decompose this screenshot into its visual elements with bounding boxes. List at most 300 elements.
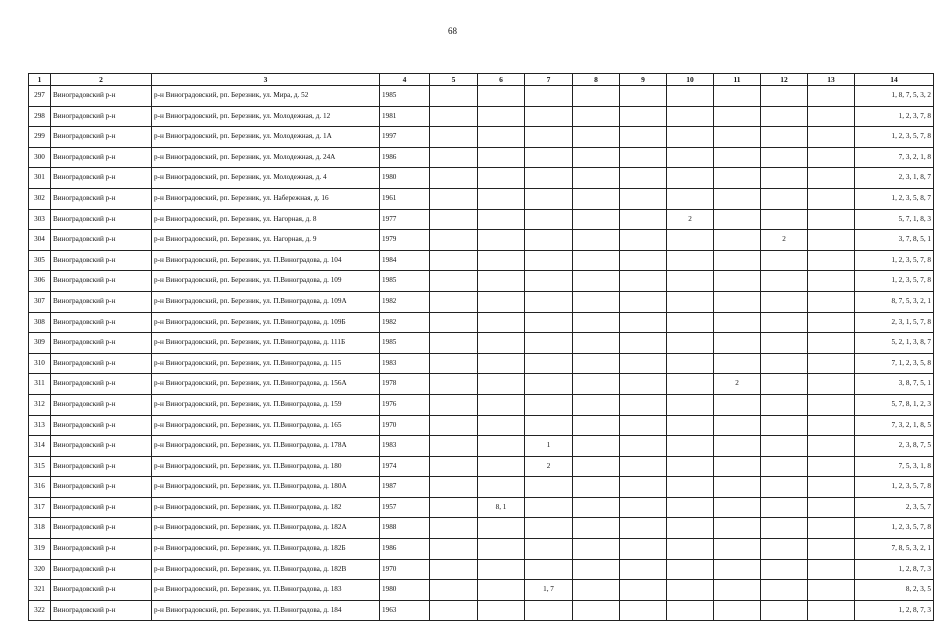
year-cell: 1984 <box>380 250 430 271</box>
col11-cell <box>714 291 761 312</box>
col10-cell <box>667 456 714 477</box>
address-cell: р-н Виноградовский, рп. Березник, ул. П.Виноградова, д. 156А <box>152 374 380 395</box>
col5-cell <box>430 497 478 518</box>
table-row <box>29 209 934 230</box>
col11-cell <box>714 271 761 292</box>
col14-cell: 5, 2, 1, 3, 8, 7 <box>855 333 934 354</box>
col13-cell <box>808 291 855 312</box>
district-cell: Виноградовский р-н <box>51 497 152 518</box>
col7-cell <box>525 353 573 374</box>
col6-cell <box>478 374 525 395</box>
col6-cell <box>478 539 525 560</box>
row-number-cell: 301 <box>29 168 51 189</box>
col13-cell <box>808 518 855 539</box>
col14-cell: 2, 3, 1, 8, 7 <box>855 168 934 189</box>
district-cell: Виноградовский р-н <box>51 106 152 127</box>
col10-cell <box>667 559 714 580</box>
year-cell: 1957 <box>380 497 430 518</box>
col6-cell <box>478 415 525 436</box>
col9-cell <box>620 456 667 477</box>
address-cell: р-н Виноградовский, рп. Березник, ул. П.Виноградова, д. 111Б <box>152 333 380 354</box>
row-number-cell: 312 <box>29 394 51 415</box>
col7-cell <box>525 250 573 271</box>
col12-cell <box>761 436 808 457</box>
col8-cell <box>573 271 620 292</box>
row-number-cell: 311 <box>29 374 51 395</box>
col14-cell: 3, 7, 8, 5, 1 <box>855 230 934 251</box>
col8-cell <box>573 559 620 580</box>
col8-cell <box>573 353 620 374</box>
address-cell: р-н Виноградовский, рп. Березник, ул. П.Виноградова, д. 115 <box>152 353 380 374</box>
col6-cell <box>478 188 525 209</box>
col5-cell <box>430 147 478 168</box>
row-number-cell: 319 <box>29 539 51 560</box>
col10-cell <box>667 353 714 374</box>
row-number-cell: 298 <box>29 106 51 127</box>
col13-cell <box>808 436 855 457</box>
col9-cell <box>620 559 667 580</box>
col6-cell <box>478 333 525 354</box>
col9-cell <box>620 477 667 498</box>
col14-cell: 1, 8, 7, 5, 3, 2 <box>855 86 934 107</box>
col9-cell <box>620 271 667 292</box>
col12-cell <box>761 477 808 498</box>
col8-cell <box>573 312 620 333</box>
col14-cell: 2, 3, 5, 7 <box>855 497 934 518</box>
year-cell: 1970 <box>380 415 430 436</box>
col14-cell: 5, 7, 8, 1, 2, 3 <box>855 394 934 415</box>
year-cell: 1963 <box>380 600 430 621</box>
col14-cell: 2, 3, 1, 5, 7, 8 <box>855 312 934 333</box>
district-cell: Виноградовский р-н <box>51 230 152 251</box>
col8-cell <box>573 106 620 127</box>
col7-cell <box>525 291 573 312</box>
col5-cell <box>430 415 478 436</box>
col5-cell <box>430 188 478 209</box>
col10-cell <box>667 86 714 107</box>
col10-cell: 2 <box>667 209 714 230</box>
col13-cell <box>808 86 855 107</box>
column-header: 12 <box>761 74 808 86</box>
col11-cell <box>714 353 761 374</box>
row-number-cell: 308 <box>29 312 51 333</box>
col6-cell <box>478 127 525 148</box>
address-cell: р-н Виноградовский, рп. Березник, ул. П.Виноградова, д. 109 <box>152 271 380 292</box>
col7-cell: 1 <box>525 436 573 457</box>
address-cell: р-н Виноградовский, рп. Березник, ул. Нагорная, д. 9 <box>152 230 380 251</box>
col7-cell <box>525 230 573 251</box>
col8-cell <box>573 188 620 209</box>
table-row <box>29 436 934 457</box>
col5-cell <box>430 291 478 312</box>
col13-cell <box>808 209 855 230</box>
address-cell: р-н Виноградовский, рп. Березник, ул. П.Виноградова, д. 159 <box>152 394 380 415</box>
col12-cell <box>761 127 808 148</box>
column-header: 9 <box>620 74 667 86</box>
col6-cell <box>478 86 525 107</box>
col12-cell: 2 <box>761 230 808 251</box>
col7-cell <box>525 127 573 148</box>
address-cell: р-н Виноградовский, рп. Березник, ул. П.Виноградова, д. 165 <box>152 415 380 436</box>
col13-cell <box>808 497 855 518</box>
col8-cell <box>573 477 620 498</box>
col9-cell <box>620 230 667 251</box>
year-cell: 1976 <box>380 394 430 415</box>
column-header: 6 <box>478 74 525 86</box>
col13-cell <box>808 106 855 127</box>
col12-cell <box>761 600 808 621</box>
district-cell: Виноградовский р-н <box>51 86 152 107</box>
column-header: 1 <box>29 74 51 86</box>
col9-cell <box>620 127 667 148</box>
col12-cell <box>761 415 808 436</box>
col6-cell <box>478 106 525 127</box>
table-row <box>29 415 934 436</box>
col14-cell: 8, 7, 5, 3, 2, 1 <box>855 291 934 312</box>
district-cell: Виноградовский р-н <box>51 580 152 601</box>
col9-cell <box>620 147 667 168</box>
col8-cell <box>573 497 620 518</box>
col13-cell <box>808 374 855 395</box>
col14-cell: 1, 2, 3, 5, 7, 8 <box>855 127 934 148</box>
address-cell: р-н Виноградовский, рп. Березник, ул. П.Виноградова, д. 182А <box>152 518 380 539</box>
col10-cell <box>667 250 714 271</box>
col12-cell <box>761 394 808 415</box>
col7-cell: 2 <box>525 456 573 477</box>
table-row <box>29 86 934 107</box>
col10-cell <box>667 415 714 436</box>
col6-cell <box>478 477 525 498</box>
col14-cell: 8, 2, 3, 5 <box>855 580 934 601</box>
row-number-cell: 306 <box>29 271 51 292</box>
col5-cell <box>430 106 478 127</box>
col11-cell <box>714 456 761 477</box>
col12-cell <box>761 312 808 333</box>
col11-cell <box>714 147 761 168</box>
table-row <box>29 580 934 601</box>
row-number-cell: 310 <box>29 353 51 374</box>
col7-cell <box>525 86 573 107</box>
col11-cell <box>714 394 761 415</box>
col6-cell: 8, 1 <box>478 497 525 518</box>
col6-cell <box>478 147 525 168</box>
year-cell: 1988 <box>380 518 430 539</box>
table-row <box>29 127 934 148</box>
col6-cell <box>478 168 525 189</box>
col9-cell <box>620 497 667 518</box>
table-row <box>29 374 934 395</box>
address-cell: р-н Виноградовский, рп. Березник, ул. П.Виноградова, д. 178А <box>152 436 380 457</box>
col8-cell <box>573 600 620 621</box>
col10-cell <box>667 106 714 127</box>
table-row <box>29 477 934 498</box>
table-row <box>29 271 934 292</box>
col5-cell <box>430 374 478 395</box>
row-number-cell: 303 <box>29 209 51 230</box>
col10-cell <box>667 394 714 415</box>
col8-cell <box>573 394 620 415</box>
col7-cell <box>525 374 573 395</box>
register-table <box>28 73 934 621</box>
col11-cell <box>714 230 761 251</box>
col13-cell <box>808 147 855 168</box>
col8-cell <box>573 250 620 271</box>
col8-cell <box>573 333 620 354</box>
col14-cell: 1, 2, 3, 7, 8 <box>855 106 934 127</box>
row-number-cell: 304 <box>29 230 51 251</box>
year-cell: 1970 <box>380 559 430 580</box>
column-header: 3 <box>152 74 380 86</box>
col11-cell <box>714 127 761 148</box>
col14-cell: 7, 1, 2, 3, 5, 8 <box>855 353 934 374</box>
district-cell: Виноградовский р-н <box>51 250 152 271</box>
year-cell: 1981 <box>380 106 430 127</box>
col11-cell: 2 <box>714 374 761 395</box>
col5-cell <box>430 456 478 477</box>
year-cell: 1982 <box>380 312 430 333</box>
col10-cell <box>667 188 714 209</box>
col7-cell <box>525 209 573 230</box>
col8-cell <box>573 127 620 148</box>
col14-cell: 5, 7, 1, 8, 3 <box>855 209 934 230</box>
col7-cell <box>525 477 573 498</box>
col10-cell <box>667 539 714 560</box>
year-cell: 1986 <box>380 147 430 168</box>
col7-cell <box>525 168 573 189</box>
row-number-cell: 297 <box>29 86 51 107</box>
col12-cell <box>761 518 808 539</box>
col11-cell <box>714 415 761 436</box>
year-cell: 1982 <box>380 291 430 312</box>
address-cell: р-н Виноградовский, рп. Березник, ул. П.Виноградова, д. 182 <box>152 497 380 518</box>
col6-cell <box>478 559 525 580</box>
col13-cell <box>808 600 855 621</box>
col9-cell <box>620 312 667 333</box>
col8-cell <box>573 168 620 189</box>
col7-cell <box>525 312 573 333</box>
col6-cell <box>478 250 525 271</box>
col10-cell <box>667 168 714 189</box>
district-cell: Виноградовский р-н <box>51 394 152 415</box>
col11-cell <box>714 168 761 189</box>
table-row <box>29 456 934 477</box>
col14-cell: 1, 2, 3, 5, 8, 7 <box>855 188 934 209</box>
col14-cell: 1, 2, 8, 7, 3 <box>855 559 934 580</box>
year-cell: 1961 <box>380 188 430 209</box>
col9-cell <box>620 86 667 107</box>
col10-cell <box>667 312 714 333</box>
col13-cell <box>808 394 855 415</box>
col11-cell <box>714 333 761 354</box>
col12-cell <box>761 333 808 354</box>
year-cell: 1979 <box>380 230 430 251</box>
district-cell: Виноградовский р-н <box>51 209 152 230</box>
col14-cell: 7, 8, 5, 3, 2, 1 <box>855 539 934 560</box>
col13-cell <box>808 312 855 333</box>
year-cell: 1997 <box>380 127 430 148</box>
address-cell: р-н Виноградовский, рп. Березник, ул. П.Виноградова, д. 183 <box>152 580 380 601</box>
column-header: 14 <box>855 74 934 86</box>
col7-cell <box>525 600 573 621</box>
table-row <box>29 497 934 518</box>
col12-cell <box>761 497 808 518</box>
address-cell: р-н Виноградовский, рп. Березник, ул. Молодежная, д. 1А <box>152 127 380 148</box>
column-header: 11 <box>714 74 761 86</box>
table-row <box>29 539 934 560</box>
col5-cell <box>430 559 478 580</box>
district-cell: Виноградовский р-н <box>51 374 152 395</box>
col6-cell <box>478 456 525 477</box>
table-row <box>29 353 934 374</box>
address-cell: р-н Виноградовский, рп. Березник, ул. П.Виноградова, д. 182Б <box>152 539 380 560</box>
column-header: 8 <box>573 74 620 86</box>
district-cell: Виноградовский р-н <box>51 127 152 148</box>
col13-cell <box>808 415 855 436</box>
col11-cell <box>714 188 761 209</box>
column-header: 2 <box>51 74 152 86</box>
col10-cell <box>667 230 714 251</box>
address-cell: р-н Виноградовский, рп. Березник, ул. Мира, д. 52 <box>152 86 380 107</box>
col6-cell <box>478 518 525 539</box>
address-cell: р-н Виноградовский, рп. Березник, ул. П.Виноградова, д. 180А <box>152 477 380 498</box>
col14-cell: 1, 2, 8, 7, 3 <box>855 600 934 621</box>
col13-cell <box>808 559 855 580</box>
col6-cell <box>478 580 525 601</box>
col12-cell <box>761 106 808 127</box>
table-row <box>29 394 934 415</box>
col13-cell <box>808 188 855 209</box>
col8-cell <box>573 291 620 312</box>
row-number-cell: 320 <box>29 559 51 580</box>
col12-cell <box>761 291 808 312</box>
col10-cell <box>667 497 714 518</box>
col5-cell <box>430 168 478 189</box>
col14-cell: 1, 2, 3, 5, 7, 8 <box>855 477 934 498</box>
col10-cell <box>667 580 714 601</box>
col5-cell <box>430 539 478 560</box>
row-number-cell: 309 <box>29 333 51 354</box>
col12-cell <box>761 86 808 107</box>
col5-cell <box>430 86 478 107</box>
col9-cell <box>620 353 667 374</box>
col6-cell <box>478 394 525 415</box>
col9-cell <box>620 374 667 395</box>
col8-cell <box>573 456 620 477</box>
row-number-cell: 313 <box>29 415 51 436</box>
col7-cell <box>525 106 573 127</box>
col10-cell <box>667 436 714 457</box>
district-cell: Виноградовский р-н <box>51 600 152 621</box>
district-cell: Виноградовский р-н <box>51 188 152 209</box>
col14-cell: 3, 8, 7, 5, 1 <box>855 374 934 395</box>
row-number-cell: 316 <box>29 477 51 498</box>
col11-cell <box>714 559 761 580</box>
row-number-cell: 321 <box>29 580 51 601</box>
col8-cell <box>573 147 620 168</box>
table-row <box>29 333 934 354</box>
col14-cell: 1, 2, 3, 5, 7, 8 <box>855 250 934 271</box>
col12-cell <box>761 250 808 271</box>
col13-cell <box>808 271 855 292</box>
district-cell: Виноградовский р-н <box>51 477 152 498</box>
col9-cell <box>620 106 667 127</box>
address-cell: р-н Виноградовский, рп. Березник, ул. Молодежная, д. 4 <box>152 168 380 189</box>
page-number: 68 <box>448 26 457 36</box>
col9-cell <box>620 415 667 436</box>
table-row <box>29 168 934 189</box>
col13-cell <box>808 168 855 189</box>
col8-cell <box>573 539 620 560</box>
col10-cell <box>667 127 714 148</box>
col6-cell <box>478 209 525 230</box>
col5-cell <box>430 580 478 601</box>
year-cell: 1974 <box>380 456 430 477</box>
year-cell: 1987 <box>380 477 430 498</box>
column-header: 13 <box>808 74 855 86</box>
col7-cell: 1, 7 <box>525 580 573 601</box>
col5-cell <box>430 127 478 148</box>
col13-cell <box>808 580 855 601</box>
col12-cell <box>761 147 808 168</box>
col9-cell <box>620 209 667 230</box>
col10-cell <box>667 518 714 539</box>
col7-cell <box>525 539 573 560</box>
col13-cell <box>808 456 855 477</box>
col7-cell <box>525 415 573 436</box>
col11-cell <box>714 580 761 601</box>
address-cell: р-н Виноградовский, рп. Березник, ул. Молодежная, д. 12 <box>152 106 380 127</box>
address-cell: р-н Виноградовский, рп. Березник, ул. П.Виноградова, д. 104 <box>152 250 380 271</box>
row-number-cell: 299 <box>29 127 51 148</box>
col7-cell <box>525 559 573 580</box>
address-cell: р-н Виноградовский, рп. Березник, ул. П.Виноградова, д. 182В <box>152 559 380 580</box>
col13-cell <box>808 250 855 271</box>
col10-cell <box>667 291 714 312</box>
row-number-cell: 322 <box>29 600 51 621</box>
header-row <box>29 74 934 86</box>
col7-cell <box>525 333 573 354</box>
year-cell: 1980 <box>380 580 430 601</box>
table-row <box>29 600 934 621</box>
table-row <box>29 291 934 312</box>
row-number-cell: 318 <box>29 518 51 539</box>
district-cell: Виноградовский р-н <box>51 518 152 539</box>
col12-cell <box>761 580 808 601</box>
col12-cell <box>761 271 808 292</box>
col9-cell <box>620 168 667 189</box>
col8-cell <box>573 230 620 251</box>
col9-cell <box>620 436 667 457</box>
row-number-cell: 314 <box>29 436 51 457</box>
column-header: 5 <box>430 74 478 86</box>
table-row <box>29 559 934 580</box>
col10-cell <box>667 271 714 292</box>
col11-cell <box>714 312 761 333</box>
col11-cell <box>714 436 761 457</box>
col6-cell <box>478 230 525 251</box>
col11-cell <box>714 518 761 539</box>
table-row <box>29 188 934 209</box>
column-header: 4 <box>380 74 430 86</box>
col5-cell <box>430 271 478 292</box>
col6-cell <box>478 353 525 374</box>
col13-cell <box>808 127 855 148</box>
table-row <box>29 518 934 539</box>
district-cell: Виноградовский р-н <box>51 147 152 168</box>
col12-cell <box>761 559 808 580</box>
col12-cell <box>761 168 808 189</box>
col5-cell <box>430 230 478 251</box>
